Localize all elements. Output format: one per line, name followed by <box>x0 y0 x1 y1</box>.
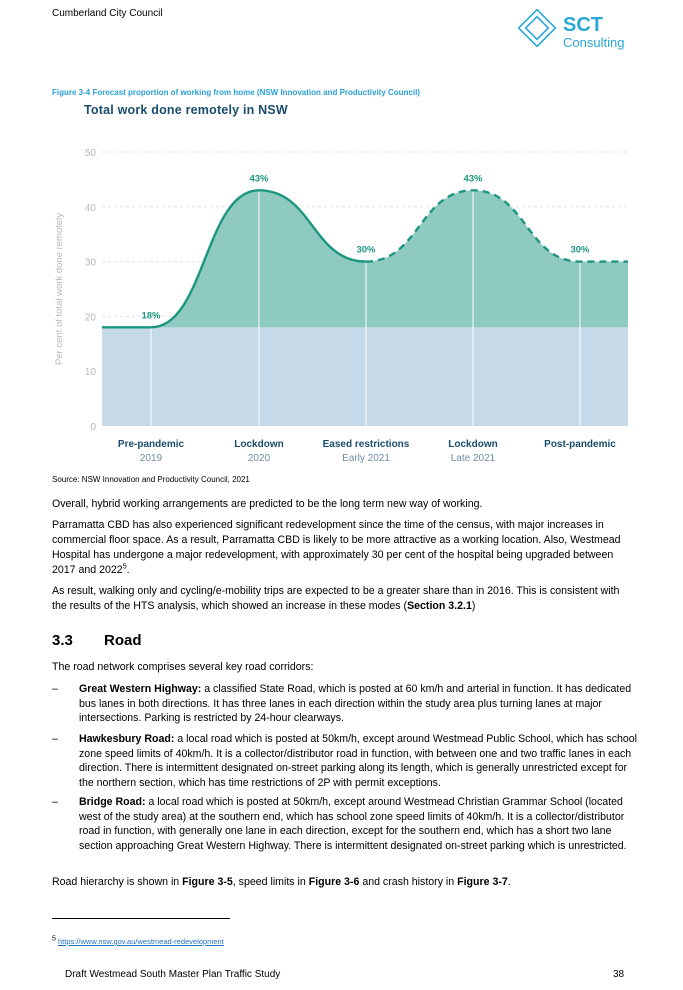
y-tick-label: 0 <box>90 422 96 433</box>
data-label: 30% <box>356 244 376 256</box>
y-tick-label: 10 <box>84 367 96 379</box>
y-tick-label: 20 <box>84 312 96 324</box>
figure-ref: Figure 3-7 <box>457 876 508 888</box>
paragraph-3-text: As result, walking only and cycling/e-mobility trips are expected to be a greater share than in 2016. This is consistent with the results of the HTS analysis, which showed an increase in these modes ( <box>52 585 620 612</box>
remote-work-chart <box>50 140 640 470</box>
logo-text-sct: SCT <box>563 14 603 36</box>
section-heading <box>52 632 142 649</box>
list-item <box>52 682 637 726</box>
section-title: Road <box>104 632 142 649</box>
paragraph-3 <box>52 584 637 614</box>
figure-ref: Figure 3-5 <box>182 876 233 888</box>
page-number: 38 <box>613 969 625 980</box>
figure-caption: Figure 3-4 Forecast proportion of working from home (NSW Innovation and Productivity Council) <box>52 88 421 97</box>
closing-text: Road hierarchy is shown in <box>52 876 183 888</box>
footnote-number: 5 <box>52 935 56 943</box>
figure-ref: Figure 3-6 <box>308 876 360 888</box>
closing-paragraph <box>52 875 637 890</box>
closing-text: . <box>507 876 511 888</box>
paragraph-2-end: . <box>126 564 130 576</box>
bullet-text <box>79 795 639 853</box>
x-category-label: Post-pandemic <box>544 439 616 450</box>
road-name: Great Western Highway: <box>79 683 202 695</box>
bullet-dash: – <box>52 733 58 745</box>
closing-text: and crash history in <box>359 876 458 888</box>
road-name: Bridge Road: <box>79 796 146 808</box>
chart-title: Total work done remotely in NSW <box>84 103 288 117</box>
paragraph-1: Overall, hybrid working arrangements are predicted to be the long term new way of working. <box>52 498 483 510</box>
x-category-sublabel: Late 2021 <box>450 453 496 464</box>
section-ref: Section 3.2.1 <box>407 600 472 612</box>
x-category-label: Lockdown <box>234 439 284 450</box>
footnote-ref[interactable]: 5 <box>122 563 127 571</box>
data-label: 18% <box>141 310 161 322</box>
y-axis-label: Per cent of total work done remotely <box>54 212 65 366</box>
figure-source: Source: NSW Innovation and Productivity Council, 2021 <box>52 475 250 484</box>
x-category-label: Pre-pandemic <box>117 439 185 450</box>
x-category-label: Eased restrictions <box>322 439 410 450</box>
paragraph-3-end: ) <box>471 600 476 612</box>
road-description: a local road which is posted at 50km/h, except around Westmead Christian Grammar School (located west of the study area) at the southern end, which has school zone speed limits of 40km/h. It is a collector/distributor road in function, with generally one lane in each direction, except for the southern end, which has a short two lane section approaching Great Western Highway. There is intermittent designated on-street parking which is unrestricted. <box>79 796 627 852</box>
paragraph-2 <box>52 518 637 578</box>
y-tick-label: 50 <box>84 148 96 159</box>
x-category-sublabel: 2020 <box>247 453 271 464</box>
bullet-dash: – <box>52 683 58 695</box>
section-intro: The road network comprises several key road corridors: <box>52 661 314 673</box>
data-label: 30% <box>570 244 590 256</box>
section-number: 3.3 <box>52 632 73 649</box>
data-label: 43% <box>249 173 269 185</box>
x-category-sublabel: 2019 <box>139 453 163 464</box>
logo-mark-icon <box>518 9 638 53</box>
list-item <box>52 732 637 790</box>
road-name: Hawkesbury Road: <box>79 733 175 745</box>
closing-text: , speed limits in <box>232 876 309 888</box>
y-tick-label: 40 <box>84 202 96 214</box>
bullet-text <box>79 732 639 790</box>
list-item <box>52 795 637 867</box>
footer-title: Draft Westmead South Master Plan Traffic Study <box>65 969 281 980</box>
data-label: 43% <box>463 173 483 185</box>
bullet-text <box>79 682 639 726</box>
bullet-dash: – <box>52 796 58 808</box>
sct-logo <box>518 9 638 53</box>
paragraph-2-text: Parramatta CBD has also experienced significant redevelopment since the time of the census, with major increases in commercial floor space. As a result, Parramatta CBD is likely to be more attractive as a working location. Also, Westmead Hospital has undergone a major redevelopment, with approximately 30 per cent of the hospital being upgraded between 2017 and 2022 <box>52 519 621 576</box>
footnote <box>52 937 224 946</box>
logo-text-consulting: Consulting <box>563 35 625 50</box>
x-category-label: Lockdown <box>448 439 498 450</box>
baseline-area <box>102 327 628 426</box>
remote-work-area <box>102 190 628 327</box>
road-description: a local road which is posted at 50km/h, except around Westmead Public School, which has school zone speed limits of 40km/h. It is a collector/distributor road in function, with between one and two traffic lanes in each direction. There is intermittent designated on-street parking along its length, which is generally unrestricted except for the northern section, which has time restrictions of 2P with permit exceptions. <box>79 733 638 789</box>
organisation-name: Cumberland City Council <box>52 8 163 19</box>
y-tick-label: 30 <box>84 257 96 269</box>
footnote-divider <box>52 918 230 919</box>
road-description: a classified State Road, which is posted at 60 km/h and arterial in function. It has dedicated bus lanes in both directions. It has three lanes in each direction within the study area plus turning lanes at major intersections. Parking is restricted by 24-hour clearways. <box>79 683 632 724</box>
x-category-sublabel: Early 2021 <box>342 453 390 464</box>
footnote-link[interactable]: https://www.nsw.gov.au/westmead-redevelopment <box>58 937 224 946</box>
